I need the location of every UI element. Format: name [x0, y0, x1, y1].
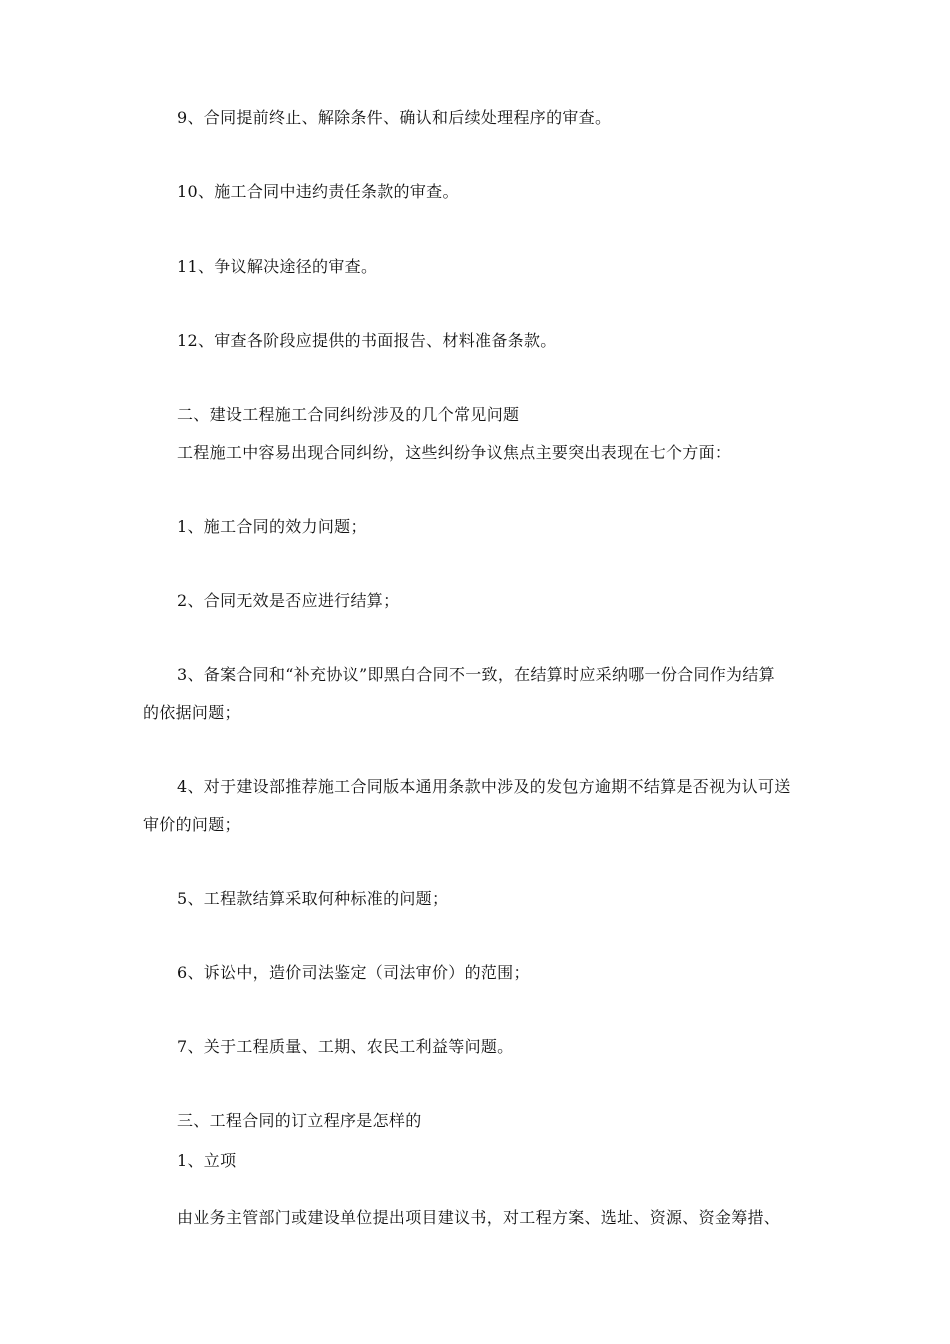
list-item: 7、关于工程质量、工期、农民工利益等问题。 [177, 1037, 514, 1056]
list-item: 5、工程款结算采取何种标准的问题； [177, 889, 449, 908]
list-item: 4、对于建设部推荐施工合同版本通用条款中涉及的发包方逾期不结算是否视为认可送 [177, 777, 791, 796]
list-item-continuation: 审价的问题； [143, 815, 241, 834]
list-item: 10、施工合同中违约责任条款的审查。 [177, 182, 459, 201]
section-heading: 二、建设工程施工合同纠纷涉及的几个常见问题 [177, 405, 520, 424]
list-item: 11、争议解决途径的审查。 [177, 257, 378, 276]
list-item-continuation: 的依据问题； [143, 703, 241, 722]
list-item: 6、诉讼中，造价司法鉴定（司法审价）的范围； [177, 963, 530, 982]
list-item: 12、审查各阶段应提供的书面报告、材料准备条款。 [177, 331, 557, 350]
list-item: 3、备案合同和“补充协议”即黑白合同不一致，在结算时应采纳哪一份合同作为结算 [177, 665, 775, 684]
list-item: 1、施工合同的效力问题； [177, 517, 367, 536]
subheading: 1、立项 [177, 1151, 237, 1170]
paragraph: 工程施工中容易出现合同纠纷，这些纠纷争议焦点主要突出表现在七个方面： [177, 443, 732, 462]
list-item: 2、合同无效是否应进行结算； [177, 591, 400, 610]
paragraph: 由业务主管部门或建设单位提出项目建议书，对工程方案、选址、资源、资金筹措、 [177, 1208, 781, 1227]
section-heading: 三、工程合同的订立程序是怎样的 [177, 1111, 422, 1130]
list-item: 9、合同提前终止、解除条件、确认和后续处理程序的审查。 [177, 108, 612, 127]
